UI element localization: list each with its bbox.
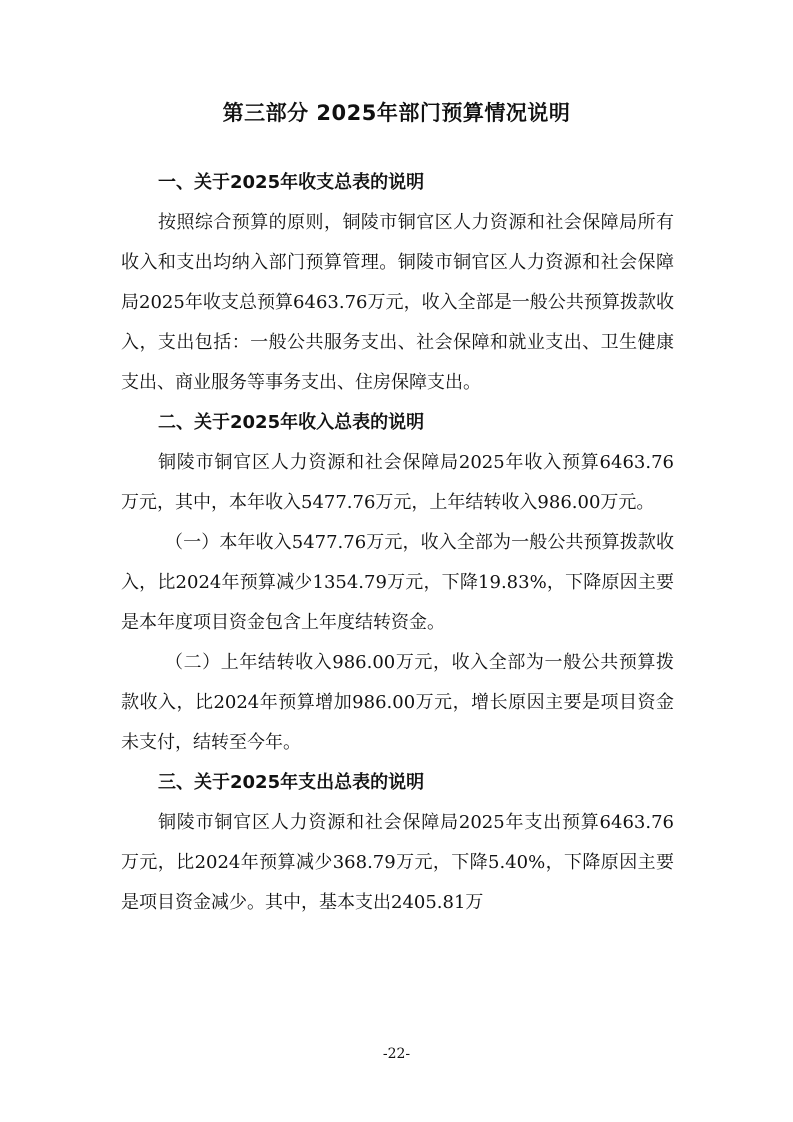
page-title: 第三部分 2025年部门预算情况说明 (222, 101, 571, 125)
paragraph: 铜陵市铜官区人力资源和社会保障局2025年收入预算6463.76万元，其中，本年收入5477.76万元，上年结转收入986.00万元。 (121, 452, 674, 513)
section-income-expense-summary (121, 163, 674, 403)
section-heading: 一、关于2025年收支总表的说明 (158, 172, 425, 193)
paragraph: 按照综合预算的原则，铜陵市铜官区人力资源和社会保障局所有收入和支出均纳入部门预算管理。铜陵市铜官区人力资源和社会保障局2025年收支总预算6463.76万元，收入全部是一般公共预算拨款收入，支出包括：一般公共服务支出、社会保障和就业支出、卫生健康支出、商业服务等事务支出、住房保障支出。 (121, 212, 674, 393)
paragraph: 铜陵市铜官区人力资源和社会保障局2025年支出预算6463.76万元，比2024年预算减少368.79万元，下降5.40%，下降原因主要是项目资金减少。其中，基本支出2405.81万 (121, 812, 674, 913)
section-heading: 三、关于2025年支出总表的说明 (158, 772, 425, 793)
page-number: -22- (382, 1046, 411, 1062)
paragraph: （一）本年收入5477.76万元，收入全部为一般公共预算拨款收入，比2024年预算减少1354.79万元，下降19.83%，下降原因主要是本年度项目资金包含上年度结转资金。 (121, 532, 674, 633)
section-income-summary (121, 403, 674, 763)
document-body (121, 163, 674, 923)
section-heading: 二、关于2025年收入总表的说明 (158, 412, 425, 433)
paragraph: （二）上年结转收入986.00万元，收入全部为一般公共预算拨款收入，比2024年预算增加986.00万元，增长原因主要是项目资金未支付，结转至今年。 (121, 652, 674, 753)
section-expense-summary (121, 763, 674, 923)
